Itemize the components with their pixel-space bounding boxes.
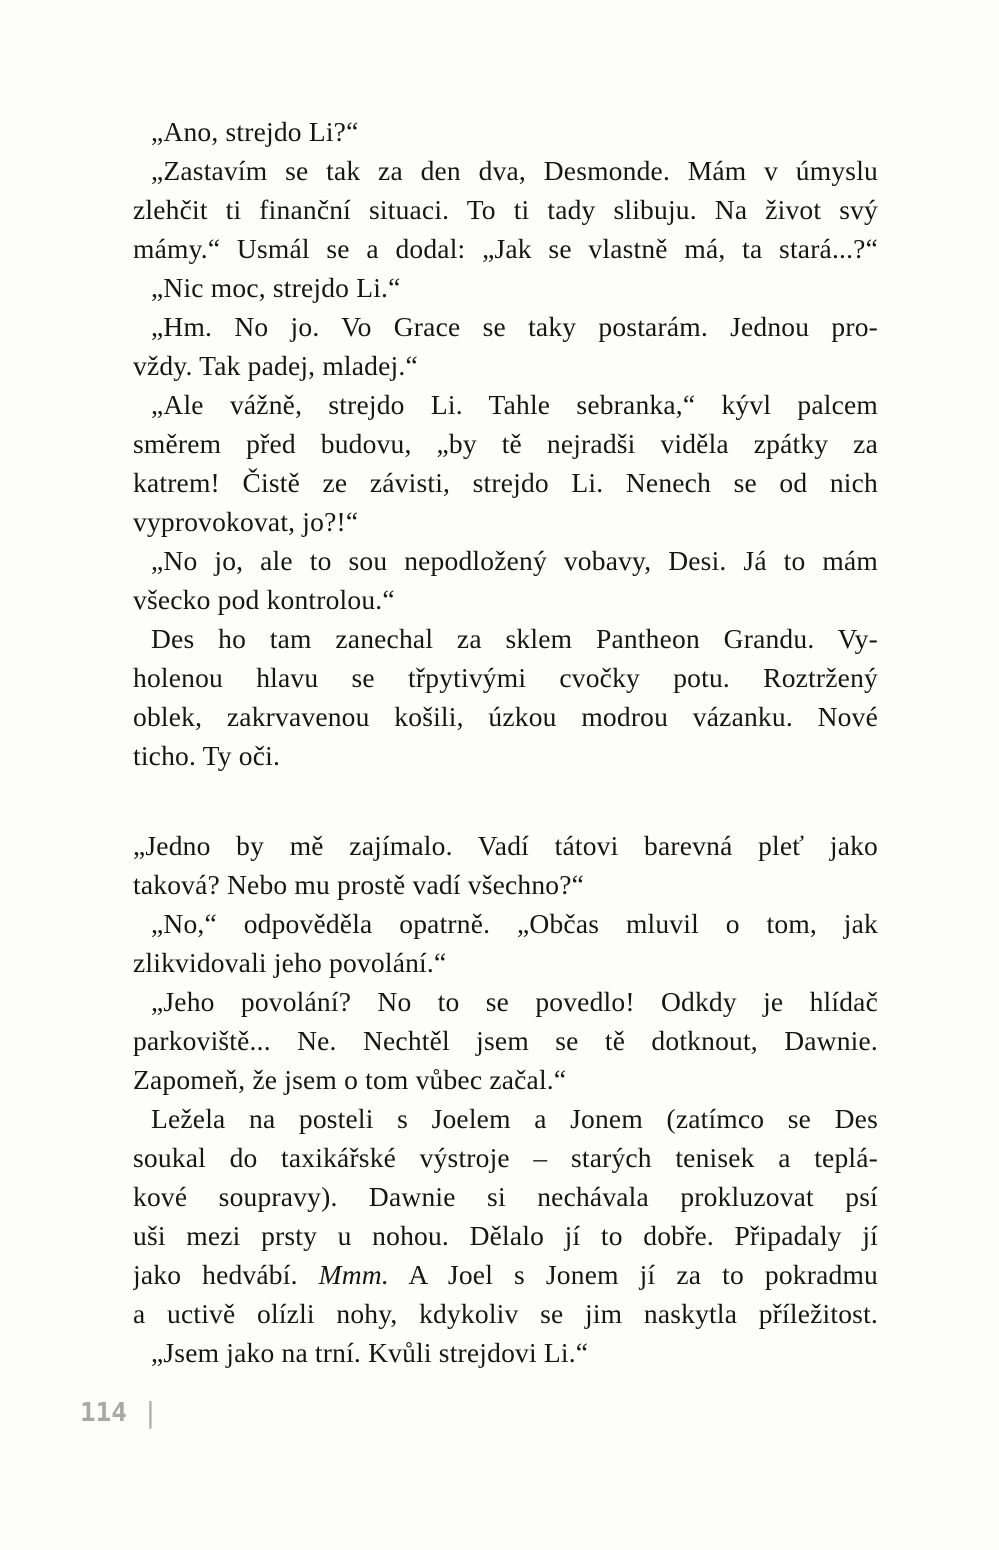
text-line: vyprovokovat, jo?!“ [133, 506, 359, 537]
text-line: „Hm. No jo. Vo Grace se taky postarám. Jednou pro- [151, 311, 878, 342]
text-line: mámy.“ Usmál se a dodal: „Jak se vlastně má, ta stará...?“ [133, 233, 878, 264]
text-line: a uctivě olízli nohy, kdykoliv se jim naskytla příležitost. [133, 1298, 878, 1329]
text-line: vždy. Tak padej, mladej.“ [133, 350, 418, 381]
text-line: „Nic moc, strejdo Li.“ [151, 272, 401, 303]
text-line: Zapomeň, že jsem o tom vůbec začal.“ [133, 1064, 567, 1095]
text-line: Ležela na posteli s Joelem a Jonem (zatímco se Des [151, 1103, 878, 1134]
text-line: „Jedno by mě zajímalo. Vadí tátovi barevná pleť jako [133, 830, 878, 861]
text-line: jako hedvábí. Mmm. A Joel s Jonem jí za to pokradmu [133, 1259, 878, 1290]
text-line: „Jsem jako na trní. Kvůli strejdovi Li.“ [151, 1337, 589, 1368]
text-line: katrem! Čistě ze závisti, strejdo Li. Nenech se od nich [133, 467, 878, 498]
text-line: „Zastavím se tak za den dva, Desmonde. Mám v úmyslu [151, 155, 878, 186]
text-line: „Ano, strejdo Li?“ [151, 116, 359, 147]
text-line: zlehčit ti finanční situaci. To ti tady slibuju. Na život svý [133, 194, 878, 225]
text-line: Des ho tam zanechal za sklem Pantheon Grandu. Vy- [151, 623, 878, 654]
text-block [133, 112, 878, 1372]
page-number-divider: | [141, 1396, 159, 1429]
text-line: „No,“ odpověděla opatrně. „Občas mluvil o tom, jak [151, 908, 878, 939]
text-line: „No jo, ale to sou nepodložený vobavy, Desi. Já to mám [151, 545, 878, 576]
text-line: „Ale vážně, strejdo Li. Tahle sebranka,“ kývl palcem [151, 389, 878, 420]
text-line: kové soupravy). Dawnie si nechávala prokluzovat psí [133, 1181, 878, 1212]
text-line: holenou hlavu se třpytivými cvočky potu. Roztržený [133, 662, 878, 693]
text-line: taková? Nebo mu prostě vadí všechno?“ [133, 869, 585, 900]
text-line: zlikvidovali jeho povolání.“ [133, 947, 447, 978]
text-line: parkoviště... Ne. Nechtěl jsem se tě dotknout, Dawnie. [133, 1025, 878, 1056]
section-break [133, 775, 878, 826]
text-line: „Jeho povolání? No to se povedlo! Odkdy je hlídač [151, 986, 878, 1017]
page-number: 114 [80, 1397, 127, 1428]
page-footer [80, 1396, 159, 1429]
text-line: ticho. Ty oči. [133, 740, 281, 771]
text-line: oblek, zakrvavenou košili, úzkou modrou vázanku. Nové [133, 701, 878, 732]
text-line: směrem před budovu, „by tě nejradši viděla zpátky za [133, 428, 878, 459]
text-line: všecko pod kontrolou.“ [133, 584, 395, 615]
text-line: soukal do taxikářské výstroje – starých tenisek a teplá- [133, 1142, 878, 1173]
text-line: uši mezi prsty u nohou. Dělalo jí to dobře. Připadaly jí [133, 1220, 878, 1251]
